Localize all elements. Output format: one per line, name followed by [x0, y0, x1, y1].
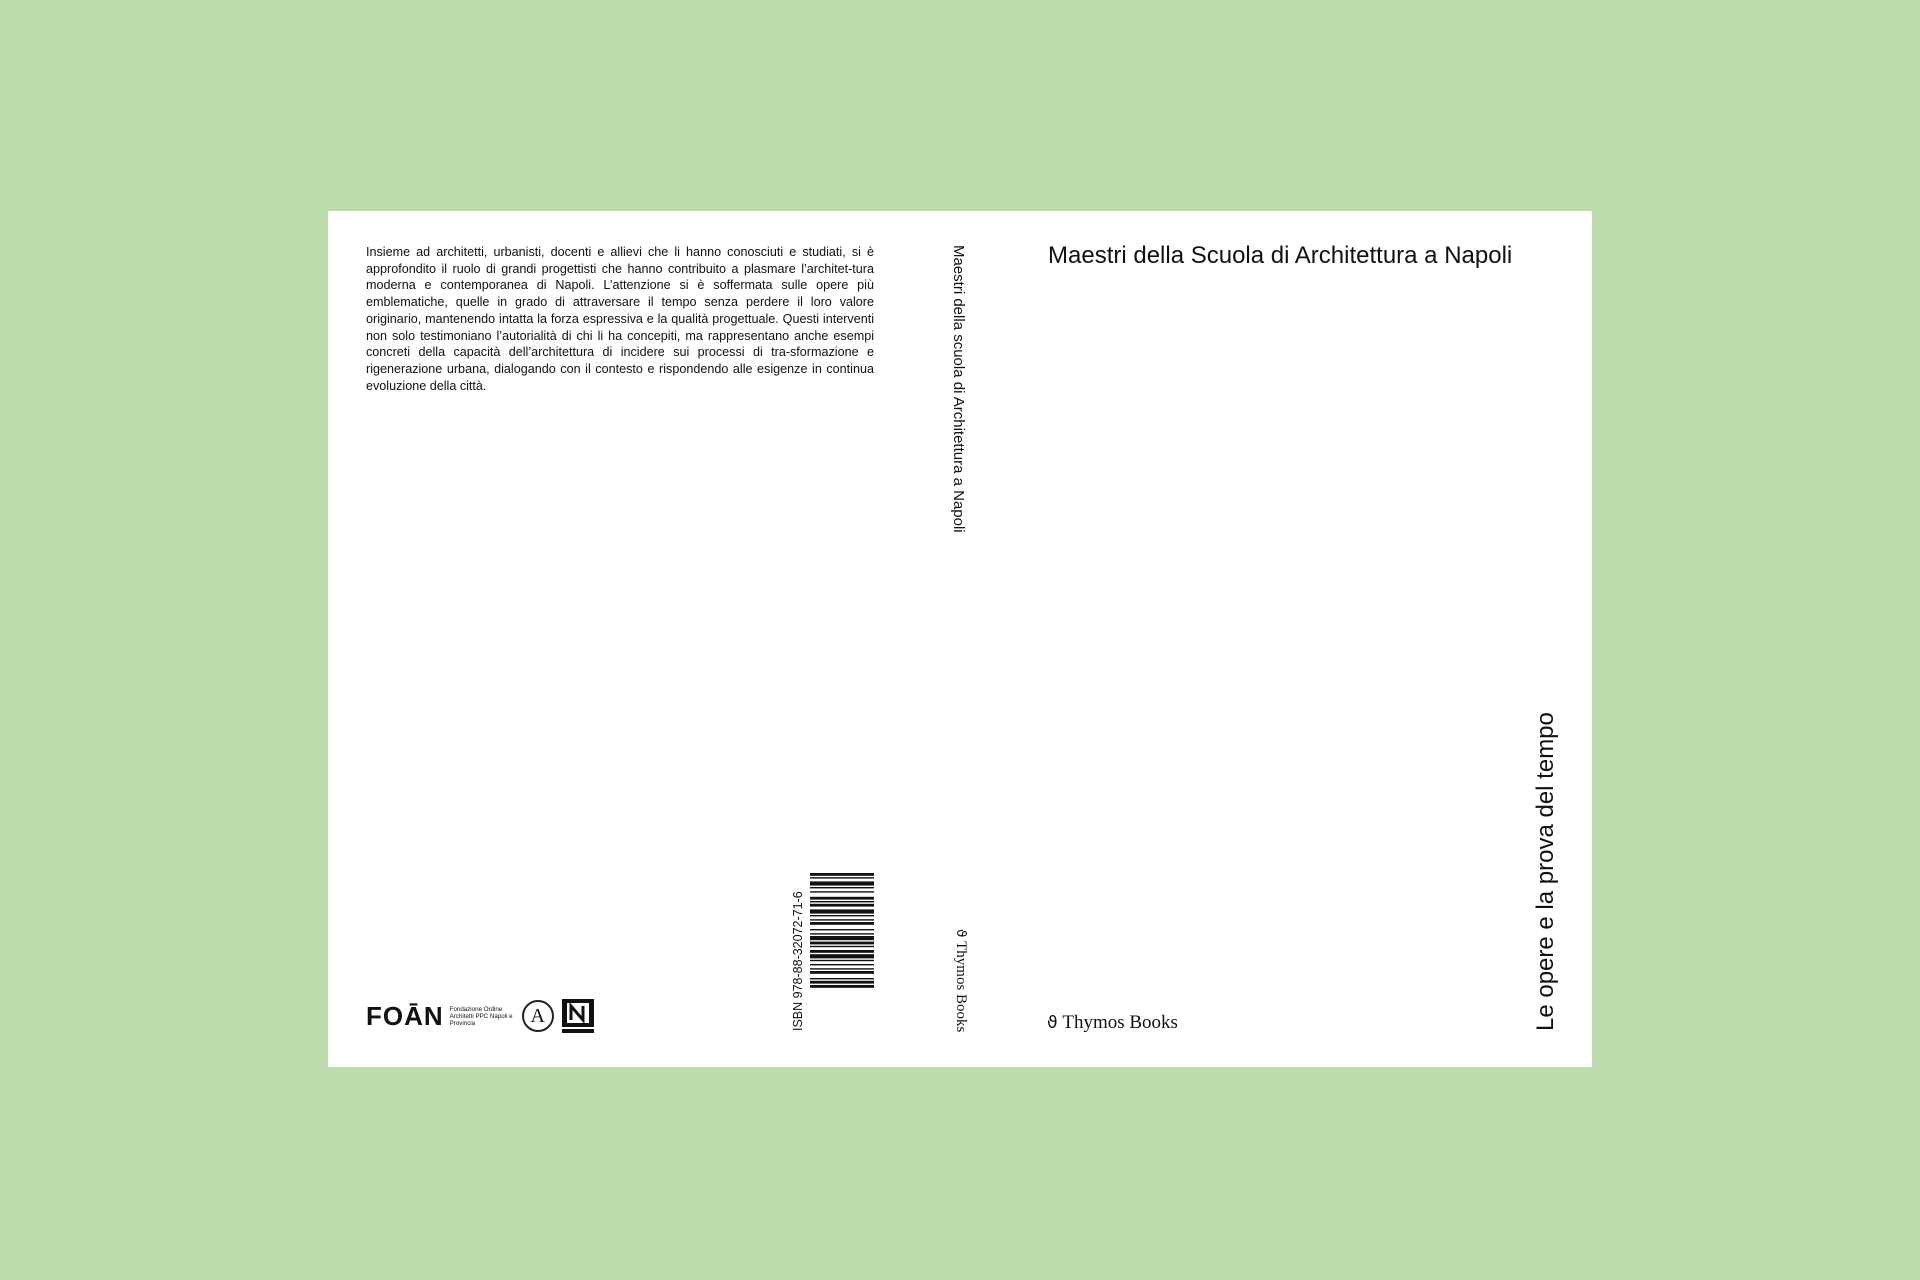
spine-title: Maestri della scuola di Architettura a Napoli	[950, 245, 967, 533]
thymos-logo-icon: ϑ	[1047, 1013, 1058, 1033]
isbn-number: ISBN 978-88-32072-71-6	[791, 891, 805, 1031]
book-cover-spread	[328, 211, 1592, 1067]
foan-logo: FOĀN	[366, 1000, 444, 1031]
thymos-logo-icon: ϑ	[953, 929, 969, 938]
architects-seal-icon	[522, 1000, 554, 1032]
front-title: Maestri della Scuola di Architettura a Napoli	[1048, 242, 1513, 269]
barcode-icon	[810, 873, 874, 1031]
front-publisher-name: Thymos Books	[1062, 1012, 1178, 1033]
foan-logo-subtitle: Fondazione Ordine Architetti PPC Napoli e Provincia	[449, 1005, 513, 1027]
front-publisher	[1047, 1012, 1178, 1034]
front-subtitle: Le opere e la prova del tempo	[1532, 712, 1559, 1031]
napoli-n-logo-icon	[561, 998, 595, 1034]
back-cover-blurb: Insieme ad architetti, urbanisti, docenti e allievi che li hanno conosciuti e studiati, si è approfondito il ruolo di grandi progettisti che hanno contribuito a plasmare l’architet-tura moderna e contemporanea di Napoli. L’attenzione si è soffermata sulle opere più emblematiche, quelle in grado di attraversare il tempo senza perdere il loro valore originario, mantenendo intatta la forza espressiva e la qualità progettuale. Questi interventi non solo testimoniano l’autorialità di chi li ha concepiti, ma rappresentano anche esempi concreti della capacità dell’architettura di incidere sui processi di tra-sformazione e rigenerazione urbana, dialogando con il contesto e rispondendo alle esigenze in continua evoluzione della città.	[366, 245, 874, 393]
spine-publisher-name: Thymos Books	[953, 941, 969, 1033]
architects-seal-letter: A	[530, 1004, 545, 1027]
sponsor-logos	[366, 996, 595, 1036]
spine-publisher	[952, 929, 969, 1032]
